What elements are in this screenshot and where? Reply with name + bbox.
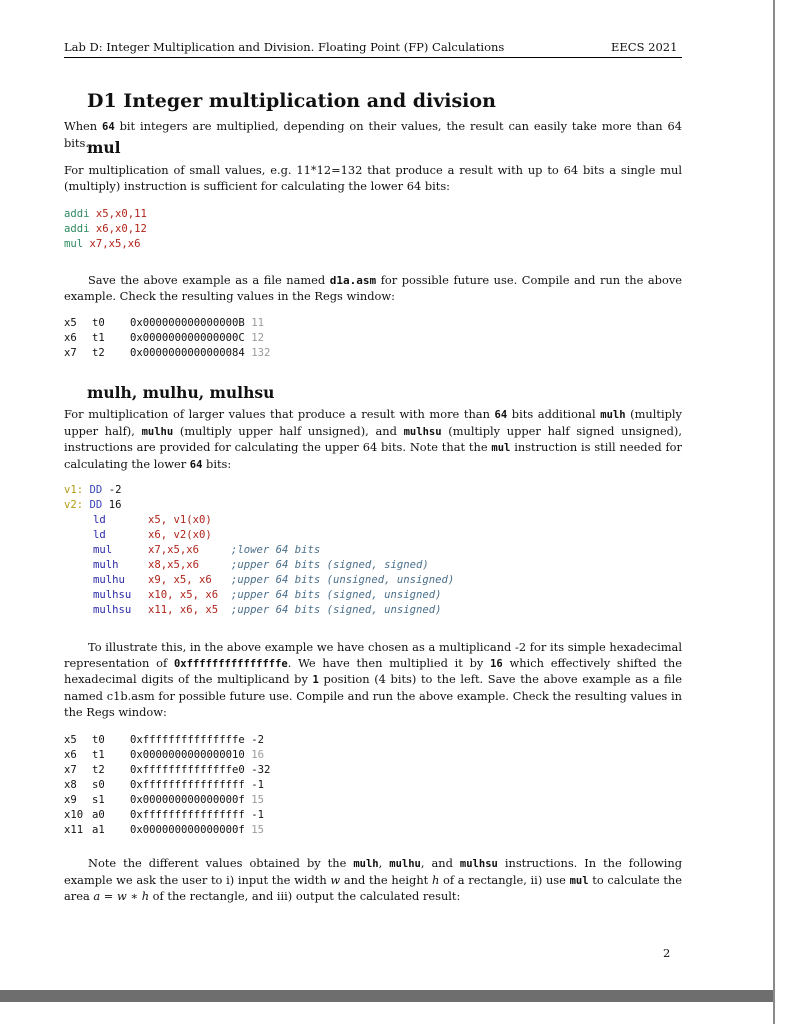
note-paragraph: Note the different values obtained by the mulh, mulhu, and mulhsu instructions. In the following example we ask the user to i) input the width w and the height h of a rectangle, ii) use mul to calculate the area a = w ∗ h of the rectangle, and iii) output the calculated result:	[64, 856, 683, 904]
mulh-code-block	[64, 483, 455, 618]
code-line: ld x5, v1(x0)	[93, 514, 212, 526]
viewer-bottom-strip	[0, 987, 773, 1024]
code-line: ld x6, v2(x0)	[93, 529, 212, 541]
section-intro: When 64 bit integers are multiplied, depending on their values, the result can easily take more than 64 bits.	[64, 119, 682, 150]
code-line: mulhsu x11, x6, x5 ;upper 64 bits (signed, unsigned)	[93, 604, 442, 616]
illustrate-paragraph: To illustrate this, in the above example we have chosen as a multiplicand -2 for its simple hexadecimal representation of 0xfffffffffffffffe. We have then multiplied it by 16 which effectively shifted the hexadecimal digits of the multiplicand by 1 position (4 bits) to the left. Save the above example as a file named c1b.asm for possible future use. Compile and run the above example. Check the resulting values in the Regs window:	[64, 640, 682, 719]
running-header-course: EECS 2021	[611, 40, 678, 54]
regs-row: x5 t0 0x000000000000000B 11	[64, 317, 264, 329]
mul-code-block	[64, 207, 147, 252]
code-line: mulh x8,x5,x6 ;upper 64 bits (signed, signed)	[93, 559, 429, 571]
subsection-mul-heading: mul	[87, 138, 121, 157]
code-line: v2: DD 16	[64, 499, 122, 511]
regs-row: x8s0 0xffffffffffffffff -1	[64, 779, 264, 791]
mul-paragraph: For multiplication of small values, e.g. 11*12=132 that produce a result with up to 64 bits a single mul (multiply) instruction is sufficient for calculating the lower 64 bits:	[64, 163, 682, 193]
page-number: 2	[663, 946, 671, 960]
code-line: addi x5,x0,11	[64, 208, 147, 220]
mulh-paragraph: For multiplication of larger values that produce a result with more than 64 bits additional mulh (multiply upper half), mulhu (multiply upper half unsigned), and mulhsu (multiply upper half signed unsigned), instructions are provided for calculating the upper 64 bits. Note that the mul instruction is still needed for calculating the lower 64 bits:	[64, 407, 682, 472]
section-title: D1 Integer multiplication and division	[87, 90, 496, 112]
regs-row: x5t0 0xfffffffffffffffe -2	[64, 734, 264, 746]
code-line: mul x7,x5,x6 ;lower 64 bits	[93, 544, 321, 556]
mulh-regs-table	[64, 733, 270, 838]
code-line: v1: DD -2	[64, 484, 122, 496]
header-rule	[64, 57, 682, 58]
regs-row: x6t1 0x0000000000000010 16	[64, 749, 264, 761]
regs-row: x10 a0 0xffffffffffffffff -1	[64, 809, 264, 821]
subsection-mulh-heading: mulh, mulhu, mulhsu	[87, 383, 275, 402]
mul-regs-table	[64, 316, 270, 361]
regs-row: x9s1 0x000000000000000f 15	[64, 794, 264, 806]
regs-row: x7t2 0xffffffffffffffe0 -32	[64, 764, 271, 776]
regs-row: x7 t2 0x0000000000000084 132	[64, 347, 271, 359]
horizontal-scrollbar[interactable]	[0, 990, 773, 1002]
viewer-right-edge	[773, 0, 785, 1024]
code-line: mul x7,x5,x6	[64, 238, 141, 250]
regs-row: x6 t1 0x000000000000000C 12	[64, 332, 264, 344]
running-header-title: Lab D: Integer Multiplication and Division. Floating Point (FP) Calculations	[64, 40, 505, 54]
code-line: mulhsu x10, x5, x6 ;upper 64 bits (signed, unsigned)	[93, 589, 442, 601]
code-line: addi x6,x0,12	[64, 223, 147, 235]
mul-save-paragraph: Save the above example as a file named d1a.asm for possible future use. Compile and run the above example. Check the resulting values in the Regs window:	[64, 273, 682, 303]
code-line: mulhu x9, x5, x6 ;upper 64 bits (unsigned, unsigned)	[93, 574, 455, 586]
regs-row: x11 a1 0x000000000000000f 15	[64, 824, 264, 836]
